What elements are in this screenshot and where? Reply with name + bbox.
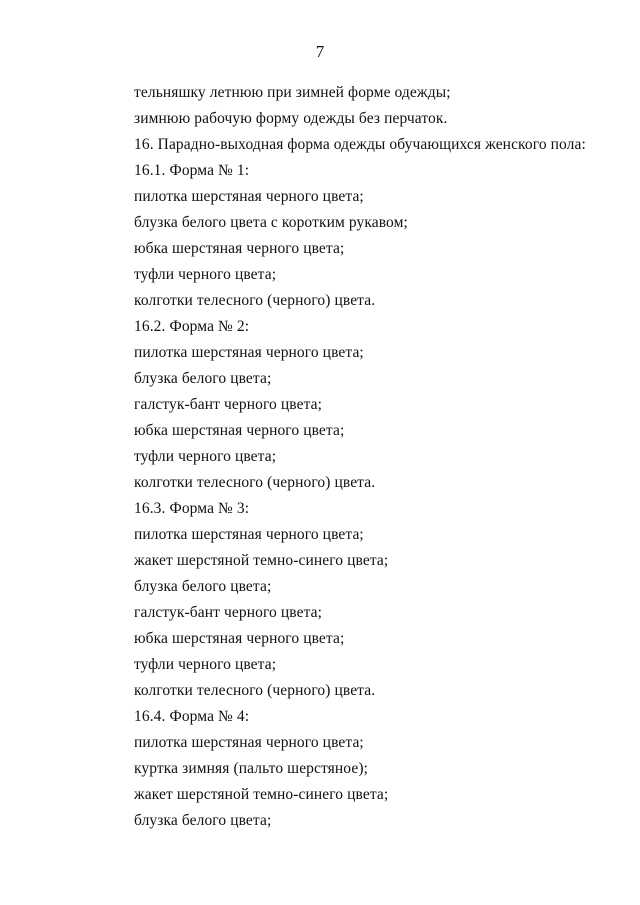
document-line: зимнюю рабочую форму одежды без перчаток.: [134, 110, 448, 127]
list-item: блузка белого цвета;: [134, 578, 272, 595]
list-item: колготки телесного (черного) цвета.: [134, 292, 376, 309]
section-heading: 16. Парадно-выходная форма одежды обучающихся женского пола:: [134, 136, 586, 153]
subsection-heading: 16.3. Форма № 3:: [134, 500, 250, 517]
list-item: юбка шерстяная черного цвета;: [134, 630, 345, 647]
list-item: туфли черного цвета;: [134, 656, 277, 673]
document-line: тельняшку летнюю при зимней форме одежды;: [134, 84, 451, 101]
list-item: пилотка шерстяная черного цвета;: [134, 188, 364, 205]
list-item: юбка шерстяная черного цвета;: [134, 240, 345, 257]
subsection-heading: 16.2. Форма № 2:: [134, 318, 250, 335]
document-body: [134, 80, 586, 834]
list-item: блузка белого цвета;: [134, 370, 272, 387]
list-item: колготки телесного (черного) цвета.: [134, 682, 376, 699]
list-item: галстук-бант черного цвета;: [134, 396, 323, 413]
list-item: туфли черного цвета;: [134, 266, 277, 283]
list-item: юбка шерстяная черного цвета;: [134, 422, 345, 439]
list-item: колготки телесного (черного) цвета.: [134, 474, 376, 491]
list-item: блузка белого цвета с коротким рукавом;: [134, 214, 408, 231]
list-item: галстук-бант черного цвета;: [134, 604, 323, 621]
list-item: туфли черного цвета;: [134, 448, 277, 465]
subsection-heading: 16.4. Форма № 4:: [134, 708, 250, 725]
page-number: 7: [315, 42, 325, 61]
list-item: жакет шерстяной темно-синего цвета;: [134, 552, 389, 569]
list-item: пилотка шерстяная черного цвета;: [134, 734, 364, 751]
list-item: пилотка шерстяная черного цвета;: [134, 344, 364, 361]
subsection-heading: 16.1. Форма № 1:: [134, 162, 250, 179]
list-item: жакет шерстяной темно-синего цвета;: [134, 786, 389, 803]
list-item: блузка белого цвета;: [134, 812, 272, 829]
list-item: пилотка шерстяная черного цвета;: [134, 526, 364, 543]
list-item: куртка зимняя (пальто шерстяное);: [134, 760, 368, 777]
